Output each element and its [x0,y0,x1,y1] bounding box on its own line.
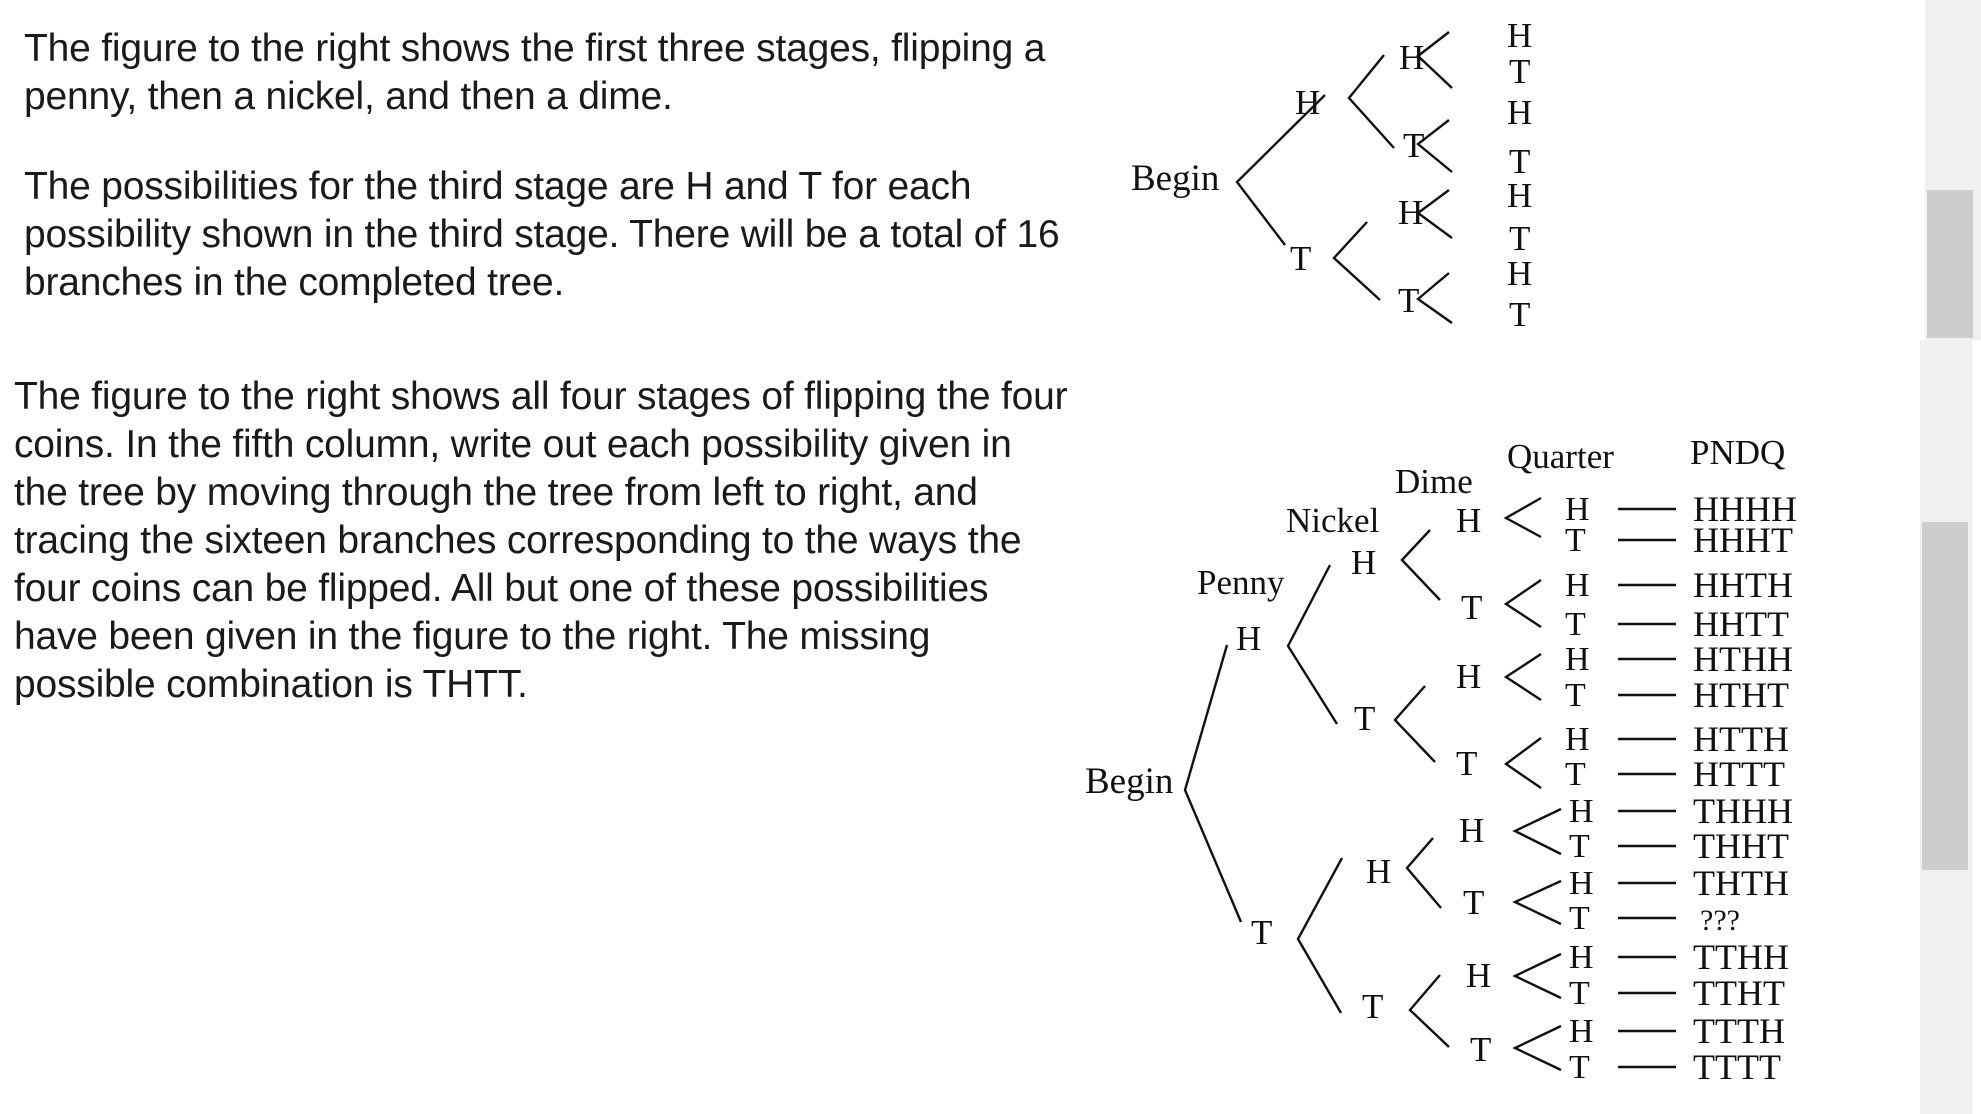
dime-label: T [1461,588,1483,627]
outcome-labels [1693,489,1797,1087]
branch-s1-t [1334,222,1380,300]
dime-label: T [1463,883,1485,922]
outcome-label: HTHH [1693,639,1793,679]
nickel-label: H [1351,543,1377,582]
quarter-label: H [1565,491,1590,528]
quarter-label: H [1565,721,1590,758]
tree1-s1-label: H [1295,83,1321,122]
quarter-label: T [1569,900,1590,937]
outcome-label: HHTT [1693,604,1789,644]
quarter-label: T [1569,828,1590,865]
branch-nickel-1 [1402,530,1440,600]
quarter-label: H [1569,865,1594,902]
branch-begin [1185,645,1241,922]
branch-dime-2 [1506,580,1541,627]
branch-dime-7 [1515,954,1561,998]
quarter-label: H [1569,939,1594,976]
tree1-s3-label: T [1509,142,1531,181]
tree1-s3-label: H [1507,254,1533,293]
dime-label: H [1466,956,1492,995]
tree1-s3-label: T [1509,52,1531,91]
branch-s2-4 [1418,273,1452,323]
tree1-s2-label: H [1399,38,1425,77]
branch-s1-h [1349,55,1394,148]
quarter-label: T [1569,975,1590,1012]
nickel-label: T [1362,987,1384,1026]
outcome-label: ??? [1700,904,1740,937]
branch-nickel-3 [1407,838,1441,908]
column-header-pndq: PNDQ [1690,433,1786,472]
paragraph-first-three-stages: The figure to the right shows the first three stages, flipping a penny, then a nickel, and then a dime. [24,27,1046,118]
quarter-label: H [1565,641,1590,678]
column-header-dime: Dime [1395,462,1473,501]
nickel-label: H [1366,852,1392,891]
outcome-label: HTTH [1693,719,1789,759]
branch-dime-4 [1506,738,1541,788]
outcome-label: HHHH [1693,489,1797,529]
tree1-s3-label: H [1507,16,1533,55]
tree1-root-label: Begin [1131,158,1220,199]
paragraph-third-stage-possibilities: The possibilities for the third stage are H and T for each possibility shown in the third stage. There will be a total of 16 branches in the completed tree. [24,165,1060,304]
quarter-label: T [1569,1049,1590,1086]
tree1-s1-label: T [1290,239,1312,278]
penny-label: H [1236,619,1262,658]
quarter-labels [1565,491,1594,1086]
dime-label: T [1470,1030,1492,1069]
paragraph-four-stages-instructions: The figure to the right shows all four stages of flipping the four coins. In the fifth column, write out each possibility given in the tree by moving through the tree from left to right, and tracing the sixteen branches corresponding to the ways the four coins can be flipped. All but one of these possibilities have been given in the figure to the right. The missing possible combination is THTT. [14,375,1068,706]
outcome-label: THTH [1693,863,1789,903]
branch-nickel-4 [1410,975,1449,1047]
outcome-label: TTTH [1693,1011,1785,1051]
column-header-penny: Penny [1197,563,1285,602]
outcome-label: TTHT [1693,973,1785,1013]
penny-label: T [1251,913,1273,952]
tree1-s2-label: T [1403,126,1425,165]
tree1-s2-label: H [1398,193,1424,232]
outcome-label: HTHT [1693,675,1789,715]
outcome-label: TTHH [1693,937,1789,977]
branch-dime-8 [1515,1026,1561,1070]
tree-four-stages [1085,433,1797,1087]
branch-dime-6 [1515,881,1561,924]
outcome-label: HHHT [1693,520,1793,560]
quarter-label: T [1565,606,1586,643]
branch-dime-5 [1515,809,1561,854]
quarter-label: T [1565,522,1586,559]
outcome-label: THHT [1693,826,1789,866]
branch-penny-t [1298,858,1342,1013]
dime-label: T [1456,744,1478,783]
quarter-label: T [1565,756,1586,793]
column-header-quarter: Quarter [1507,437,1614,476]
column-header-nickel: Nickel [1286,501,1380,540]
quarter-label: T [1565,677,1586,714]
quarter-label: H [1569,793,1594,830]
branch-nickel-2 [1395,686,1435,762]
tree1-s3-label: T [1509,295,1531,334]
nickel-label: T [1354,699,1376,738]
outcome-label: THHH [1693,791,1793,831]
outcome-label: TTTT [1693,1047,1781,1087]
outcome-label: HHTH [1693,565,1793,605]
tree-three-stages [1131,16,1532,334]
tree1-s3-label: T [1509,219,1531,258]
tree1-s3-label: H [1507,93,1533,132]
dime-label: H [1456,657,1482,696]
dime-label: H [1456,501,1482,540]
tree2-root-label: Begin [1085,761,1174,802]
scrollbar-thumb-upper[interactable] [1927,190,1973,338]
quarter-label: H [1569,1013,1594,1050]
outcome-connectors [1618,509,1676,1067]
tree1-s3-label: H [1507,176,1533,215]
quarter-label: H [1565,567,1590,604]
dime-label: H [1459,811,1485,850]
branch-penny-h [1288,565,1337,724]
tree1-s2-label: T [1398,281,1420,320]
branch-dime-3 [1506,654,1541,700]
scrollbar-thumb-lower[interactable] [1922,522,1968,870]
outcome-label: HTTT [1693,754,1785,794]
branch-dime-1 [1506,498,1541,537]
